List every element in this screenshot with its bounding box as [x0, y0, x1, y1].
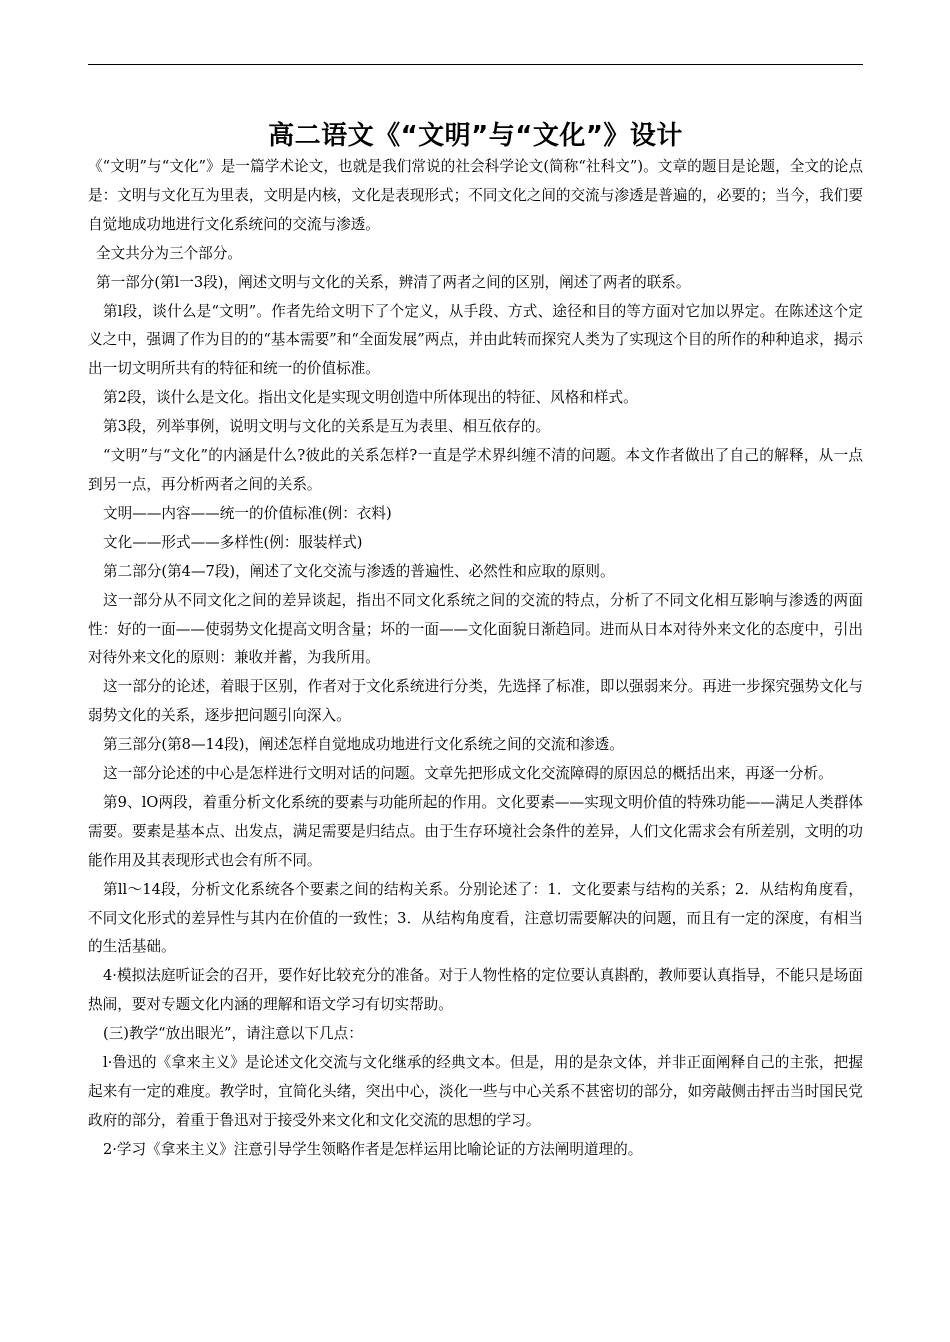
paragraph-structure: 全文共分为三个部分。 — [96, 244, 242, 262]
paragraph-teaching-point-1: l·鲁迅的《拿来主义》是论述文化交流与文化继承的经典文本。但是，用的是杂文体，并非正面阐释自己的主张，把握起来有一定的难度。教学时，宜简化头绪，突出中心，淡化一些与中心关系不甚密切的部分，如旁敲侧击抨击当时国民党政府的部分，着重于鲁迅对于接受外来文化和文化交流的思想的学习。 — [88, 1054, 863, 1129]
paragraph-part-three-detail: 这一部分论述的中心是怎样进行文明对话的问题。文章先把形成文化交流障碍的原因总的概括出来，再逐一分析。 — [103, 765, 833, 783]
paragraph-part-two-analysis: 这一部分的论述，着眼于区别，作者对于文化系统进行分类，先选择了标准，即以强弱来分。再进一步探究强势文化与弱势文化的关系，逐步把问题引向深入。 — [88, 678, 863, 725]
paragraph-culture-line: 文化——形式——多样性(例：服装样式) — [103, 533, 363, 551]
paragraph-civilization-line: 文明——内容——统一的价值标准(例：衣料) — [103, 504, 392, 522]
paragraph-section-1: 第l段，谈什么是“文明”。作者先给文明下了个定义，从手段、方式、途径和目的等方面对它加以界定。在陈述这个定义之中，强调了作为目的的“基本需要”和“全面发展”两点，并由此转而探究人类为了实现这个目的所作的种种追求，揭示出一切文明所共有的特征和统一的价值标准。 — [88, 302, 863, 378]
paragraph-part-one: 第一部分(第l一3段)，阐述文明与文化的关系，辨清了两者之间的区别，阐述了两者的联系。 — [96, 273, 691, 291]
paragraph-connotation: “文明”与“文化”的内涵是什么?彼此的关系怎样?一直是学术界纠缠不清的问题。本文作者做出了自己的解释，从一点到另一点，再分析两者之间的关系。 — [88, 447, 863, 493]
document-body — [88, 153, 863, 1165]
paragraph-sections-11-14: 第ll～14段，分析文化系统各个要素之间的结构关系。分别论述了：1．文化要素与结构的关系；2．从结构角度看，不同文化形式的差异性与其内在价值的一致性；3．从结构角度看，注意切需要解决的问题，而且有一定的深度，有相当的生活基础。 — [88, 880, 863, 956]
document-title: 高二语文《“文明”与“文化”》设计 — [268, 121, 683, 151]
paragraph-part-three: 第三部分(第8—14段)，阐述怎样自觉地成功地进行文化系统之间的交流和渗透。 — [103, 736, 624, 754]
paragraph-section-2: 第2段，谈什么是文化。指出文化是实现文明创造中所体现出的特征、风格和样式。 — [103, 389, 638, 407]
paragraph-sections-9-10: 第9、lO两段，着重分析文化系统的要素与功能所起的作用。文化要素——实现文明价值的特殊功能——满足人类群体需要。要素是基本点、出发点，满足需要是归结点。由于生存环境社会条件的差异，人们文化需求会有所差别，文明的功能作用及其表现形式也会有所不同。 — [88, 793, 863, 869]
paragraph-teaching-point-2: 2·学习《拿来主义》注意引导学生领略作者是怎样运用比喻论证的方法阐明道理的。 — [103, 1140, 643, 1158]
paragraph-section-3: 第3段，列举事例，说明文明与文化的关系是互为表里、相互依存的。 — [103, 418, 551, 436]
paragraph-intro: 《“文明”与“文化”》是一篇学术论文，也就是我们常说的社会科学论文(简称“社科文”)。文章的题目是论题，全文的论点是：文明与文化互为里表，文明是内核，文化是表现形式；不同文化之间的交流与渗透是普遍的，必要的；当今，我们要自觉地成功地进行文化系统问的交流与渗透。 — [88, 158, 863, 233]
paragraph-teaching-heading: (三)教学“放出眼光”，请注意以下几点： — [103, 1025, 363, 1043]
paragraph-part-two-detail: 这一部分从不同文化之间的差异谈起，指出不同文化系统之间的交流的特点，分析了不同文化相互影响与渗透的两面性：好的一面——使弱势文化提高文明含量；坏的一面——文化面貌日渐趋同。进而从日本对待外来文化的态度中，引出对待外来文化的原则：兼收并蓄，为我所用。 — [88, 591, 863, 667]
paragraph-mock-court: 4·模拟法庭听证会的召开，要作好比较充分的准备。对于人物性格的定位要认真斟酌，教师要认真指导，不能只是场面热闹，要对专题文化内涵的理解和语文学习有切实帮助。 — [88, 967, 863, 1014]
header-rule — [88, 64, 863, 65]
paragraph-part-two: 第二部分(第4—7段)，阐述了文化交流与渗透的普遍性、必然性和应取的原则。 — [103, 562, 615, 580]
